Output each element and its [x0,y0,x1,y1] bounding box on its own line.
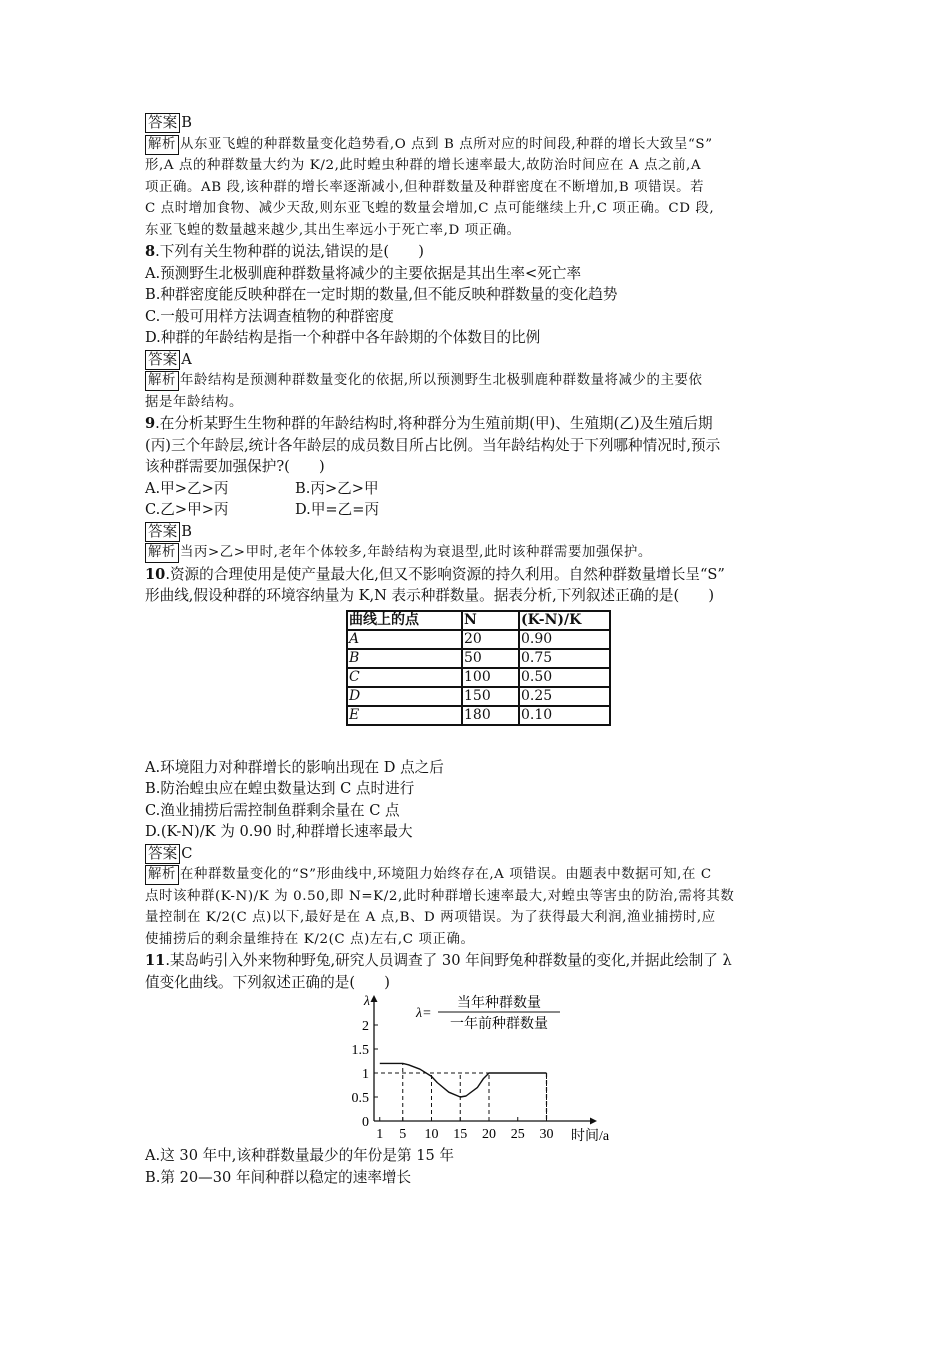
table-row [347,649,610,668]
table-cell: 0.25 [519,687,610,706]
table-cell: 50 [462,649,519,668]
answer-value: A [181,350,192,368]
q11-stem [145,950,810,972]
y-tick-label: 1.5 [351,1043,369,1058]
question-text: 形曲线,假设种群的环境容纳量为 K,N 表示种群数量。据表分析,下列叙述正确的是( ) [145,587,715,604]
table-cell: E [347,706,462,725]
q11-option-b: B.第 20—30 年间种群以稳定的速率增长 [145,1168,412,1186]
explanation-line: 当丙>乙>甲时,老年个体较多,年龄结构为衰退型,此时该种群需要加强保护。 [179,545,652,560]
answer-tag: 答案 [145,522,180,542]
question-text: 该种群需要加强保护?( ) [145,458,325,475]
explanation-line: 量控制在 K/2(C 点)以下,最好是在 A 点,B、D 两项错误。为了获得最大利润,渔业捕捞时,应 [145,910,716,925]
question-text: .资源的合理使用是使产量最大化,但又不影响资源的持久利用。自然种群数量增长呈“S” [165,565,725,583]
table-cell: B [347,649,462,668]
explanation-line: 形,A 点的种群数量大约为 K/2,此时蝗虫种群的增长速率最大,故防治时间应在 A 点之前,A [145,158,702,173]
table-cell: 0.50 [519,668,610,687]
y-tick-label: 0 [362,1115,369,1130]
table-cell: D [347,687,462,706]
explanation-line: 项正确。AB 段,该种群的增长率逐渐减小,但种群数量及种群密度在不断增加,B 项错误。若 [145,179,705,195]
q10-option-c: C.渔业捕捞后需控制鱼群剩余量在 C 点 [145,801,400,819]
lambda-curve [380,1063,547,1097]
x-axis-label: 时间/a [571,1129,610,1144]
table-row [347,687,610,706]
table-cell: A [347,630,462,649]
y-axis-label: λ [363,994,370,1009]
question-text: .下列有关生物种群的说法,错误的是( ) [155,243,424,260]
x-tick-label: 30 [539,1127,554,1142]
question-text: .某岛屿引入外来物种野兔,研究人员调查了 30 年间野兔种群数量的变化,并据此绘制了 λ [165,952,732,969]
question-number: 8 [145,243,156,260]
table-cell: 20 [462,630,519,649]
q9-option-d: D.甲=乙=丙 [295,501,380,518]
x-axis-arrow [590,1118,597,1125]
explanation-line: 点时该种群(K-N)/K 为 0.50,即 N=K/2,此时种群增长速率最大,对蝗虫等害虫的防治,需将其数 [145,888,735,904]
q8-answer-line [145,349,810,371]
explanation-tag: 解析 [145,543,179,563]
q9-explanation [145,542,810,564]
explanation-line: 从东亚飞蝗的种群数量变化趋势看,O 点到 B 点所对应的时间段,种群的增长大致呈“S” [179,136,713,152]
x-tick-label: 5 [399,1127,407,1142]
table-cell: 0.10 [519,706,610,725]
table-row [347,668,610,687]
q11-option-a: A.这 30 年中,该种群数量最少的年份是第 15 年 [145,1147,455,1164]
explanation-tag: 解析 [145,865,179,885]
explanation-tag: 解析 [145,135,179,155]
answer-value: B [181,114,192,131]
q10-explanation [145,864,810,950]
question-number: 9 [145,415,156,432]
formula-denominator: 一年前种群数量 [450,1017,548,1032]
table-cell: C [347,668,462,687]
y-tick-label: 1 [362,1067,369,1082]
question-number: 10 [145,565,166,583]
q9-option-c: C.乙>甲>丙 [145,501,229,518]
answer-value: C [181,844,193,862]
table-cell: 180 [462,706,519,725]
q7-answer-line [145,112,810,134]
q8-option-d: D.种群的年龄结构是指一个种群中各年龄期的个体数目的比例 [145,329,541,346]
explanation-line: 东亚飞蝗的数量越来越少,其出生率远小于死亡率,D 项正确。 [145,222,521,238]
table-header-row [347,611,610,630]
x-tick-label: 10 [424,1127,439,1142]
q9-answer-line [145,521,810,543]
question-text: 值变化曲线。下列叙述正确的是( ) [145,973,390,991]
q10-options [145,757,810,843]
formula-lhs: λ= [416,1006,432,1021]
formula-numerator: 当年种群数量 [457,996,541,1011]
table-row [347,630,610,649]
lambda-chart-svg [332,993,612,1145]
q8-explanation [145,370,810,413]
question-text: (丙)三个年龄层,统计各年龄层的成员数目所占比例。当年龄结构处于下列哪种情况时,预示 [145,436,721,454]
document-page [145,112,810,1188]
x-tick-label: 1 [376,1127,384,1142]
lambda-chart [332,993,612,1145]
x-tick-label: 15 [453,1127,468,1142]
q10-option-b: B.防治蝗虫应在蝗虫数量达到 C 点时进行 [145,780,415,797]
table-row [347,706,610,725]
table-cell: 0.90 [519,630,610,649]
q10-stem [145,564,810,586]
q8-stem [145,241,810,263]
explanation-line: C 点时增加食物、减少天敌,则东亚飞蝗的数量会增加,C 点可能继续上升,C 项正确。CD 段, [145,201,715,216]
table-cell: 0.75 [519,649,610,668]
q9-stem [145,413,810,435]
q8-option-a: A.预测野生北极驯鹿种群数量将减少的主要依据是其出生率<死亡率 [145,264,582,282]
y-tick-label: 2 [362,1019,369,1034]
explanation-line: 年龄结构是预测种群数量变化的依据,所以预测野生北极驯鹿种群数量将减少的主要依 [179,373,703,388]
y-tick-label: 0.5 [351,1091,369,1106]
q9-option-a: A.甲>乙>丙 [145,479,229,497]
y-axis-arrow [371,995,378,1002]
table-header-cell: 曲线上的点 [347,611,462,630]
q7-explanation [145,134,810,242]
q8-option-c: C.一般可用样方法调查植物的种群密度 [145,307,394,325]
q9-option-b: B.丙>乙>甲 [295,479,379,497]
answer-tag: 答案 [145,113,180,133]
table-header-cell: N [462,611,519,630]
q10-option-d: D.(K-N)/K 为 0.90 时,种群增长速率最大 [145,823,413,840]
explanation-tag: 解析 [145,371,179,391]
q8-option-b: B.种群密度能反映种群在一定时期的数量,但不能反映种群数量的变化趋势 [145,286,618,303]
q10-data-table [346,610,611,726]
q10-answer-line [145,843,810,865]
x-tick-label: 20 [482,1127,496,1142]
explanation-line: 在种群数量变化的“S”形曲线中,环境阻力始终存在,A 项错误。由题表中数据可知,在 C [179,867,712,882]
question-text: .在分析某野生生物种群的年龄结构时,将种群分为生殖前期(甲)、生殖期(乙)及生殖后期 [155,415,713,432]
table-cell: 150 [462,687,519,706]
q10-option-a: A.环境阻力对种群增长的影响出现在 D 点之后 [145,758,444,776]
explanation-line: 使捕捞后的剩余量维持在 K/2(C 点)左右,C 项正确。 [145,931,475,947]
q9-options [145,478,810,521]
answer-tag: 答案 [145,350,180,370]
question-number: 11 [145,952,166,969]
table-cell: 100 [462,668,519,687]
explanation-line: 据是年龄结构。 [145,394,243,410]
answer-tag: 答案 [145,844,180,864]
x-tick-label: 25 [510,1127,525,1142]
answer-value: B [181,522,192,540]
table-header-cell: (K-N)/K [519,611,610,630]
